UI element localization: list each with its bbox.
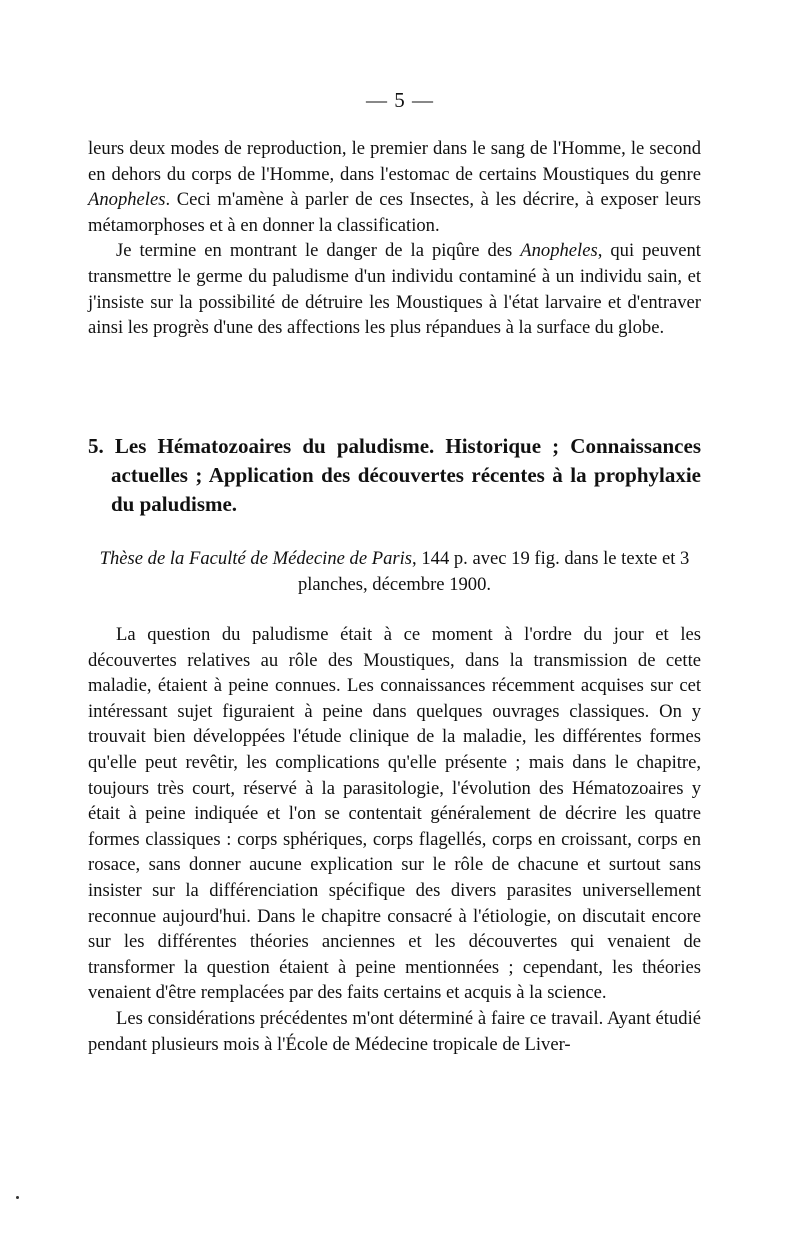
intro-paragraph-2: [88, 238, 701, 340]
citation: [88, 546, 701, 597]
intro-p1-text-end: . Ceci m'amène à parler de ces Insectes, à les décrire, à exposer leurs métamorphoses et à en donner la classification.: [88, 189, 701, 236]
body-text: [88, 622, 701, 1057]
intro-p2-text: Je termine en montrant le danger de la piqûre des: [116, 240, 521, 262]
intro-p1-text: leurs deux modes de reproduction, le premier dans le sang de l'Homme, le second en dehors du corps de l'Homme, dans l'estomac de certains Moustiques du genre: [88, 138, 701, 185]
intro-p2-genus: Anopheles: [520, 240, 598, 262]
page-number: — 5 —: [366, 88, 434, 112]
intro-text: [88, 136, 701, 341]
citation-thesis: Thèse de la Faculté de Médecine de: [99, 548, 372, 569]
intro-p1-genus: Anopheles: [88, 189, 166, 211]
body-paragraph-1: La question du paludisme était à ce moment à l'ordre du jour et les découvertes relatives au rôle des Moustiques, dans la transmission de cette maladie, étaient à peine connues. Les connaissances récemment acquises sur cet intéressant sujet figuraient à peine dans quelques ouvrages classiques. On y trouvait bien développées l'étude clinique de la maladie, les différentes formes qu'elle peut revêtir, les complications qu'elle présente ; mais dans le chapitre, toujours très court, réservé à la parasitologie, l'évolution des Hématozoaires y était à peine indiquée et l'on se contentait généralement de décrire les quatre formes classiques : corps sphériques, corps flagellés, corps en croissant, corps en rosace, sans donner aucune explication sur le rôle de chacune et surtout sans insister sur la différenciation spécifique des divers parasites universellement reconnue aujourd'hui. Dans le chapitre consacré à l'étiologie, on discutait encore sur les différentes théories anciennes et les découvertes qui venaient de transformer la question étaient à peine mentionnées ; cependant, les théories venaient d'être remplacées par des faits certains et acquis à la science.: [88, 624, 701, 1004]
intro-paragraph-1: [88, 136, 701, 238]
intro-p2-text-end: , qui peuvent transmettre le germe du paludisme d'un individu contaminé à un individu sain, et j'insiste sur la possibilité de détruire les Moustiques à l'état larvaire et d'entraver ainsi les progrès d'une des affections les plus répandues à la surface du globe.: [88, 240, 701, 339]
citation-city: Paris: [371, 548, 413, 569]
paper-speck: [16, 1196, 19, 1199]
citation-details: , 144 p. avec 19 fig. dans le texte et 3 planches, décembre 1900.: [297, 548, 690, 595]
body-paragraph-2: Les considérations précédentes m'ont déterminé à faire ce travail. Ayant étudié pendant plusieurs mois à l'École de Médecine tropicale de Liver-: [88, 1007, 701, 1055]
section-heading: 5. Les Hématozoaires du paludisme. Historique ; Connaissances actuelles ; Application des découvertes récentes à la prophylaxie du paludisme.: [88, 434, 701, 516]
